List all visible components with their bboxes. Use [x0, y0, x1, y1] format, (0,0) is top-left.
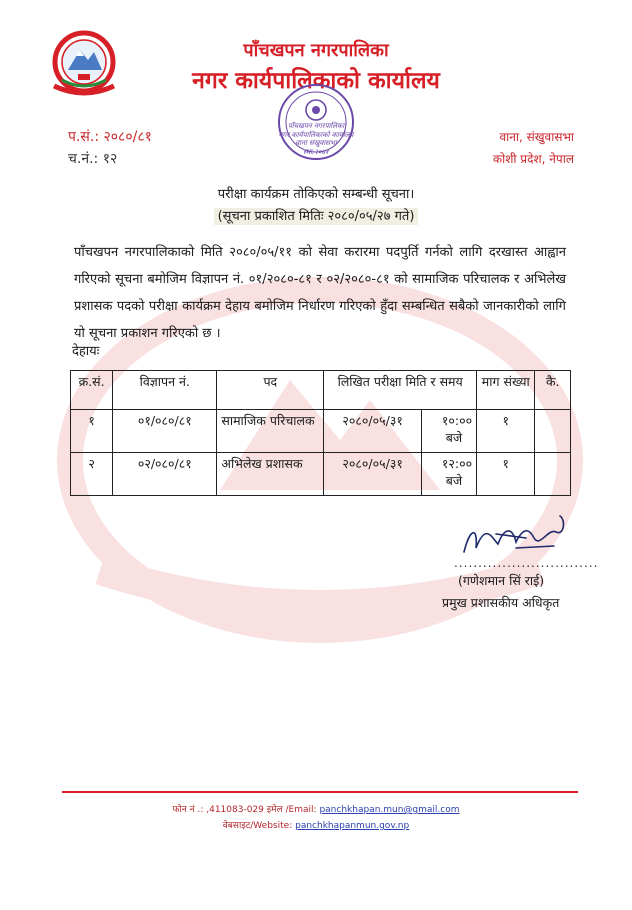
- header-remarks: कै.: [535, 371, 571, 410]
- cell-sn: २: [71, 453, 113, 496]
- signatory-title: प्रमुख प्रशासकीय अधिकृत: [442, 595, 560, 610]
- phone-label: फोन नं .:: [172, 805, 204, 815]
- cell-post: अभिलेख प्रशासक: [217, 453, 324, 496]
- header-exam-date-time: लिखित परीक्षा मिति र समय: [324, 371, 477, 410]
- footer-website-line: [0, 818, 632, 831]
- phone-number: ,411083-029: [206, 805, 264, 815]
- publish-date-line: [0, 206, 632, 224]
- table-row: [71, 453, 571, 496]
- header-sn: क्र.सं.: [71, 371, 113, 410]
- dispatch-number: च.नं.: १२: [68, 151, 118, 167]
- email-link[interactable]: panchkhapan.mun@gmail.com: [319, 805, 460, 815]
- signatory-name: (गणेशमान सिं राई): [458, 573, 545, 588]
- office-name: नगर कार्यपालिकाको कार्यालय: [192, 68, 440, 94]
- header-post: पद: [217, 371, 324, 410]
- time-value: १२:००: [441, 456, 473, 471]
- stamp-text: [268, 122, 364, 156]
- dehaya-label: देहायः: [72, 344, 100, 359]
- header-ad-no: विज्ञापन नं.: [113, 371, 217, 410]
- address-line: वाना, संखुवासभा: [499, 130, 574, 144]
- website-label: वेबसाइट/Website:: [222, 821, 293, 831]
- cell-sn: १: [71, 410, 113, 453]
- table-header-row: [71, 371, 571, 410]
- municipality-name: पाँचखपन नगरपालिका: [243, 40, 389, 61]
- notice-body: पाँचखपन नगरपालिकाको मिति २०८०/०५/११ को सेवा करारमा पदपुर्ति गर्नको लागि दरखास्त आह्वान गरिएको सूचना बमोजिम विज्ञापन नं. ०१/२०८०-८१ र ०२/२०८०-८१ को सामाजिक परिचालक र अभिलेख प्रशासक पदको परीक्षा कार्यक्रम देहाय बमोजिम निर्धारण गरिएको हुँदा सम्बन्धित सबैको जानकारीको लागि यो सूचना प्रकाशन गरिएको छ ।: [74, 245, 566, 341]
- stamp-line: वाना संखुवासभा: [295, 139, 337, 147]
- time-suffix: बजे: [445, 430, 463, 445]
- footer-divider: [62, 791, 578, 793]
- stamp-line: पाँचखपन नगरपालिका: [287, 122, 345, 130]
- reference-block: [68, 126, 152, 170]
- stamp-line: स्था.२०७१: [303, 147, 329, 156]
- signature-dots: ..............................: [454, 556, 599, 570]
- cell-date: २०८०/०५/३१: [324, 453, 422, 496]
- cell-demand: १: [477, 410, 535, 453]
- exam-schedule-table: [70, 370, 571, 496]
- cell-post: सामाजिक परिचालक: [217, 410, 324, 453]
- time-suffix: बजे: [445, 473, 463, 488]
- cell-remarks: [535, 453, 571, 496]
- cell-demand: १: [477, 453, 535, 496]
- table-row: [71, 410, 571, 453]
- address-block: [493, 126, 574, 170]
- address-line: कोशी प्रदेश, नेपाल: [492, 152, 574, 166]
- header-demand: माग संख्या: [477, 371, 535, 410]
- footer-contact-line: [0, 802, 632, 815]
- reference-number: प.सं.: २०८०/८१: [68, 129, 152, 145]
- cell-ad-no: ०२/०८०/८१: [113, 453, 217, 496]
- stamp-line: नगर कार्यपालिकाको कार्यालय: [278, 130, 354, 139]
- cell-time: [421, 453, 476, 496]
- cell-date: २०८०/०५/३१: [324, 410, 422, 453]
- publish-date: (सूचना प्रकाशित मितिः २०८०/०५/२७ गते): [214, 208, 419, 225]
- time-value: १०:००: [441, 413, 473, 428]
- website-link[interactable]: panchkhapanmun.gov.np: [295, 821, 410, 831]
- email-label: इमेल /Email:: [266, 805, 317, 815]
- cell-remarks: [535, 410, 571, 453]
- cell-ad-no: ०१/०८०/८१: [113, 410, 217, 453]
- cell-time: [421, 410, 476, 453]
- notice-subject: परीक्षा कार्यक्रम तोकिएको सम्बन्धी सूचना।: [217, 187, 415, 202]
